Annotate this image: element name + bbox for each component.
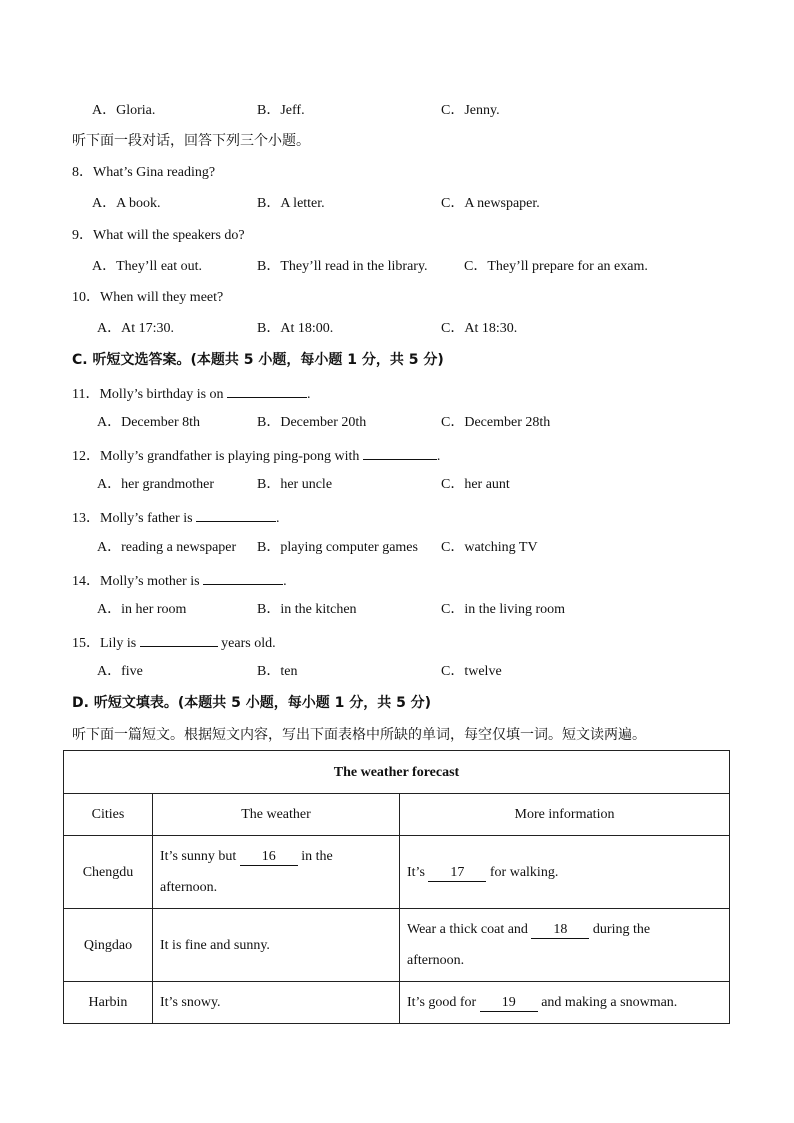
q11-option-a: A．December 8th	[97, 415, 201, 430]
q8-option-b: B．A letter.	[257, 196, 325, 211]
question-text: Molly’s grandfather is playing ping-pong with	[100, 449, 360, 464]
q9-option-b: B．They’ll read in the library.	[257, 259, 428, 274]
q14-option-b: B．in the kitchen	[257, 602, 357, 617]
section-d-heading: D. 听短文填表。(本题共 5 小题，每小题 1 分，共 5 分)	[72, 695, 432, 711]
question-text: What will the speakers do?	[93, 228, 245, 243]
question-13	[72, 507, 280, 528]
question-number: 13．	[72, 511, 100, 526]
q11-option-b: B．December 20th	[257, 415, 367, 430]
question-end: .	[436, 449, 441, 464]
answer-blank	[363, 445, 437, 460]
q9-option-a: A．They’ll eat out.	[92, 259, 203, 274]
q7-option-c: C．Jenny.	[441, 103, 500, 118]
table-row	[64, 909, 730, 982]
question-text: Molly’s mother is	[100, 574, 200, 589]
question-number: 12．	[72, 449, 100, 464]
q11-option-c: C．December 28th	[441, 415, 551, 430]
city-cell: Chengdu	[64, 836, 153, 909]
question-10	[72, 289, 223, 307]
q10-option-b: B．At 18:00.	[257, 321, 334, 336]
answer-blank-17: 17	[428, 865, 486, 882]
q12-option-c: C．her aunt	[441, 477, 510, 492]
header-cities: Cities	[64, 794, 153, 836]
city-cell: Harbin	[64, 982, 153, 1024]
question-text: Molly’s birthday is on	[99, 387, 224, 402]
answer-blank-19: 19	[480, 995, 538, 1012]
q15-option-a: A．five	[97, 664, 143, 679]
q10-option-c: C．At 18:30.	[441, 321, 518, 336]
answer-blank	[203, 570, 283, 585]
question-11	[72, 383, 311, 404]
q8-option-a: A．A book.	[92, 196, 161, 211]
question-14	[72, 570, 287, 591]
q13-option-a: A．reading a newspaper	[97, 540, 237, 555]
question-end: .	[283, 574, 287, 589]
answer-blank	[196, 507, 276, 522]
q12-option-a: A．her grandmother	[97, 477, 215, 492]
question-number: 11．	[72, 387, 100, 402]
question-number: 14．	[72, 574, 100, 589]
answer-blank-18: 18	[531, 922, 589, 939]
q7-option-a: A．Gloria.	[92, 103, 156, 118]
table-row	[64, 836, 730, 909]
info-cell: Wear a thick coat and 18 during the afternoon.	[400, 909, 730, 982]
answer-blank	[140, 632, 218, 647]
weather-cell: It’s sunny but 16 in the afternoon.	[153, 836, 400, 909]
question-number: 8．	[72, 165, 93, 180]
q15-option-c: C．twelve	[441, 664, 502, 679]
info-cell: It’s 17 for walking.	[400, 836, 730, 909]
section-c-heading: C. 听短文选答案。(本题共 5 小题，每小题 1 分，共 5 分)	[72, 352, 444, 368]
question-text: Lily is	[100, 636, 137, 651]
q14-option-a: A．in her room	[97, 602, 187, 617]
question-text: Molly’s father is	[100, 511, 193, 526]
table-row	[64, 982, 730, 1024]
weather-forecast-table	[63, 750, 730, 1024]
question-end: years old.	[221, 636, 276, 651]
table-title: The weather forecast	[64, 751, 730, 794]
weather-cell: It’s snowy.	[153, 982, 400, 1024]
question-8	[72, 164, 215, 182]
q15-option-b: B．ten	[257, 664, 298, 679]
answer-blank	[227, 383, 307, 398]
weather-cell: It is fine and sunny.	[153, 909, 400, 982]
answer-blank-16: 16	[240, 849, 298, 866]
city-cell: Qingdao	[64, 909, 153, 982]
q7-option-b: B．Jeff.	[257, 103, 305, 118]
q13-option-b: B．playing computer games	[257, 540, 418, 555]
q9-option-c: C．They’ll prepare for an exam.	[464, 259, 648, 274]
question-text: What’s Gina reading?	[93, 165, 216, 180]
question-15	[72, 632, 276, 653]
question-end: .	[276, 511, 280, 526]
question-number: 9．	[72, 228, 93, 243]
question-12	[72, 445, 440, 466]
question-number: 10．	[72, 290, 100, 305]
q13-option-c: C．watching TV	[441, 540, 538, 555]
instruction-dialogue: 听下面一段对话，回答下列三个小题。	[72, 133, 310, 149]
q8-option-c: C．A newspaper.	[441, 196, 540, 211]
question-end: .	[307, 387, 311, 402]
question-text: When will they meet?	[100, 290, 224, 305]
info-cell: It’s good for 19 and making a snowman.	[400, 982, 730, 1024]
q14-option-c: C．in the living room	[441, 602, 566, 617]
header-more-information: More information	[400, 794, 730, 836]
instruction-passage: 听下面一篇短文。根据短文内容，写出下面表格中所缺的单词，每空仅填一词。短文读两遍。	[72, 727, 646, 743]
q10-option-a: A．At 17:30.	[97, 321, 174, 336]
q12-option-b: B．her uncle	[257, 477, 333, 492]
header-weather: The weather	[153, 794, 400, 836]
question-number: 15．	[72, 636, 100, 651]
question-9	[72, 227, 245, 245]
